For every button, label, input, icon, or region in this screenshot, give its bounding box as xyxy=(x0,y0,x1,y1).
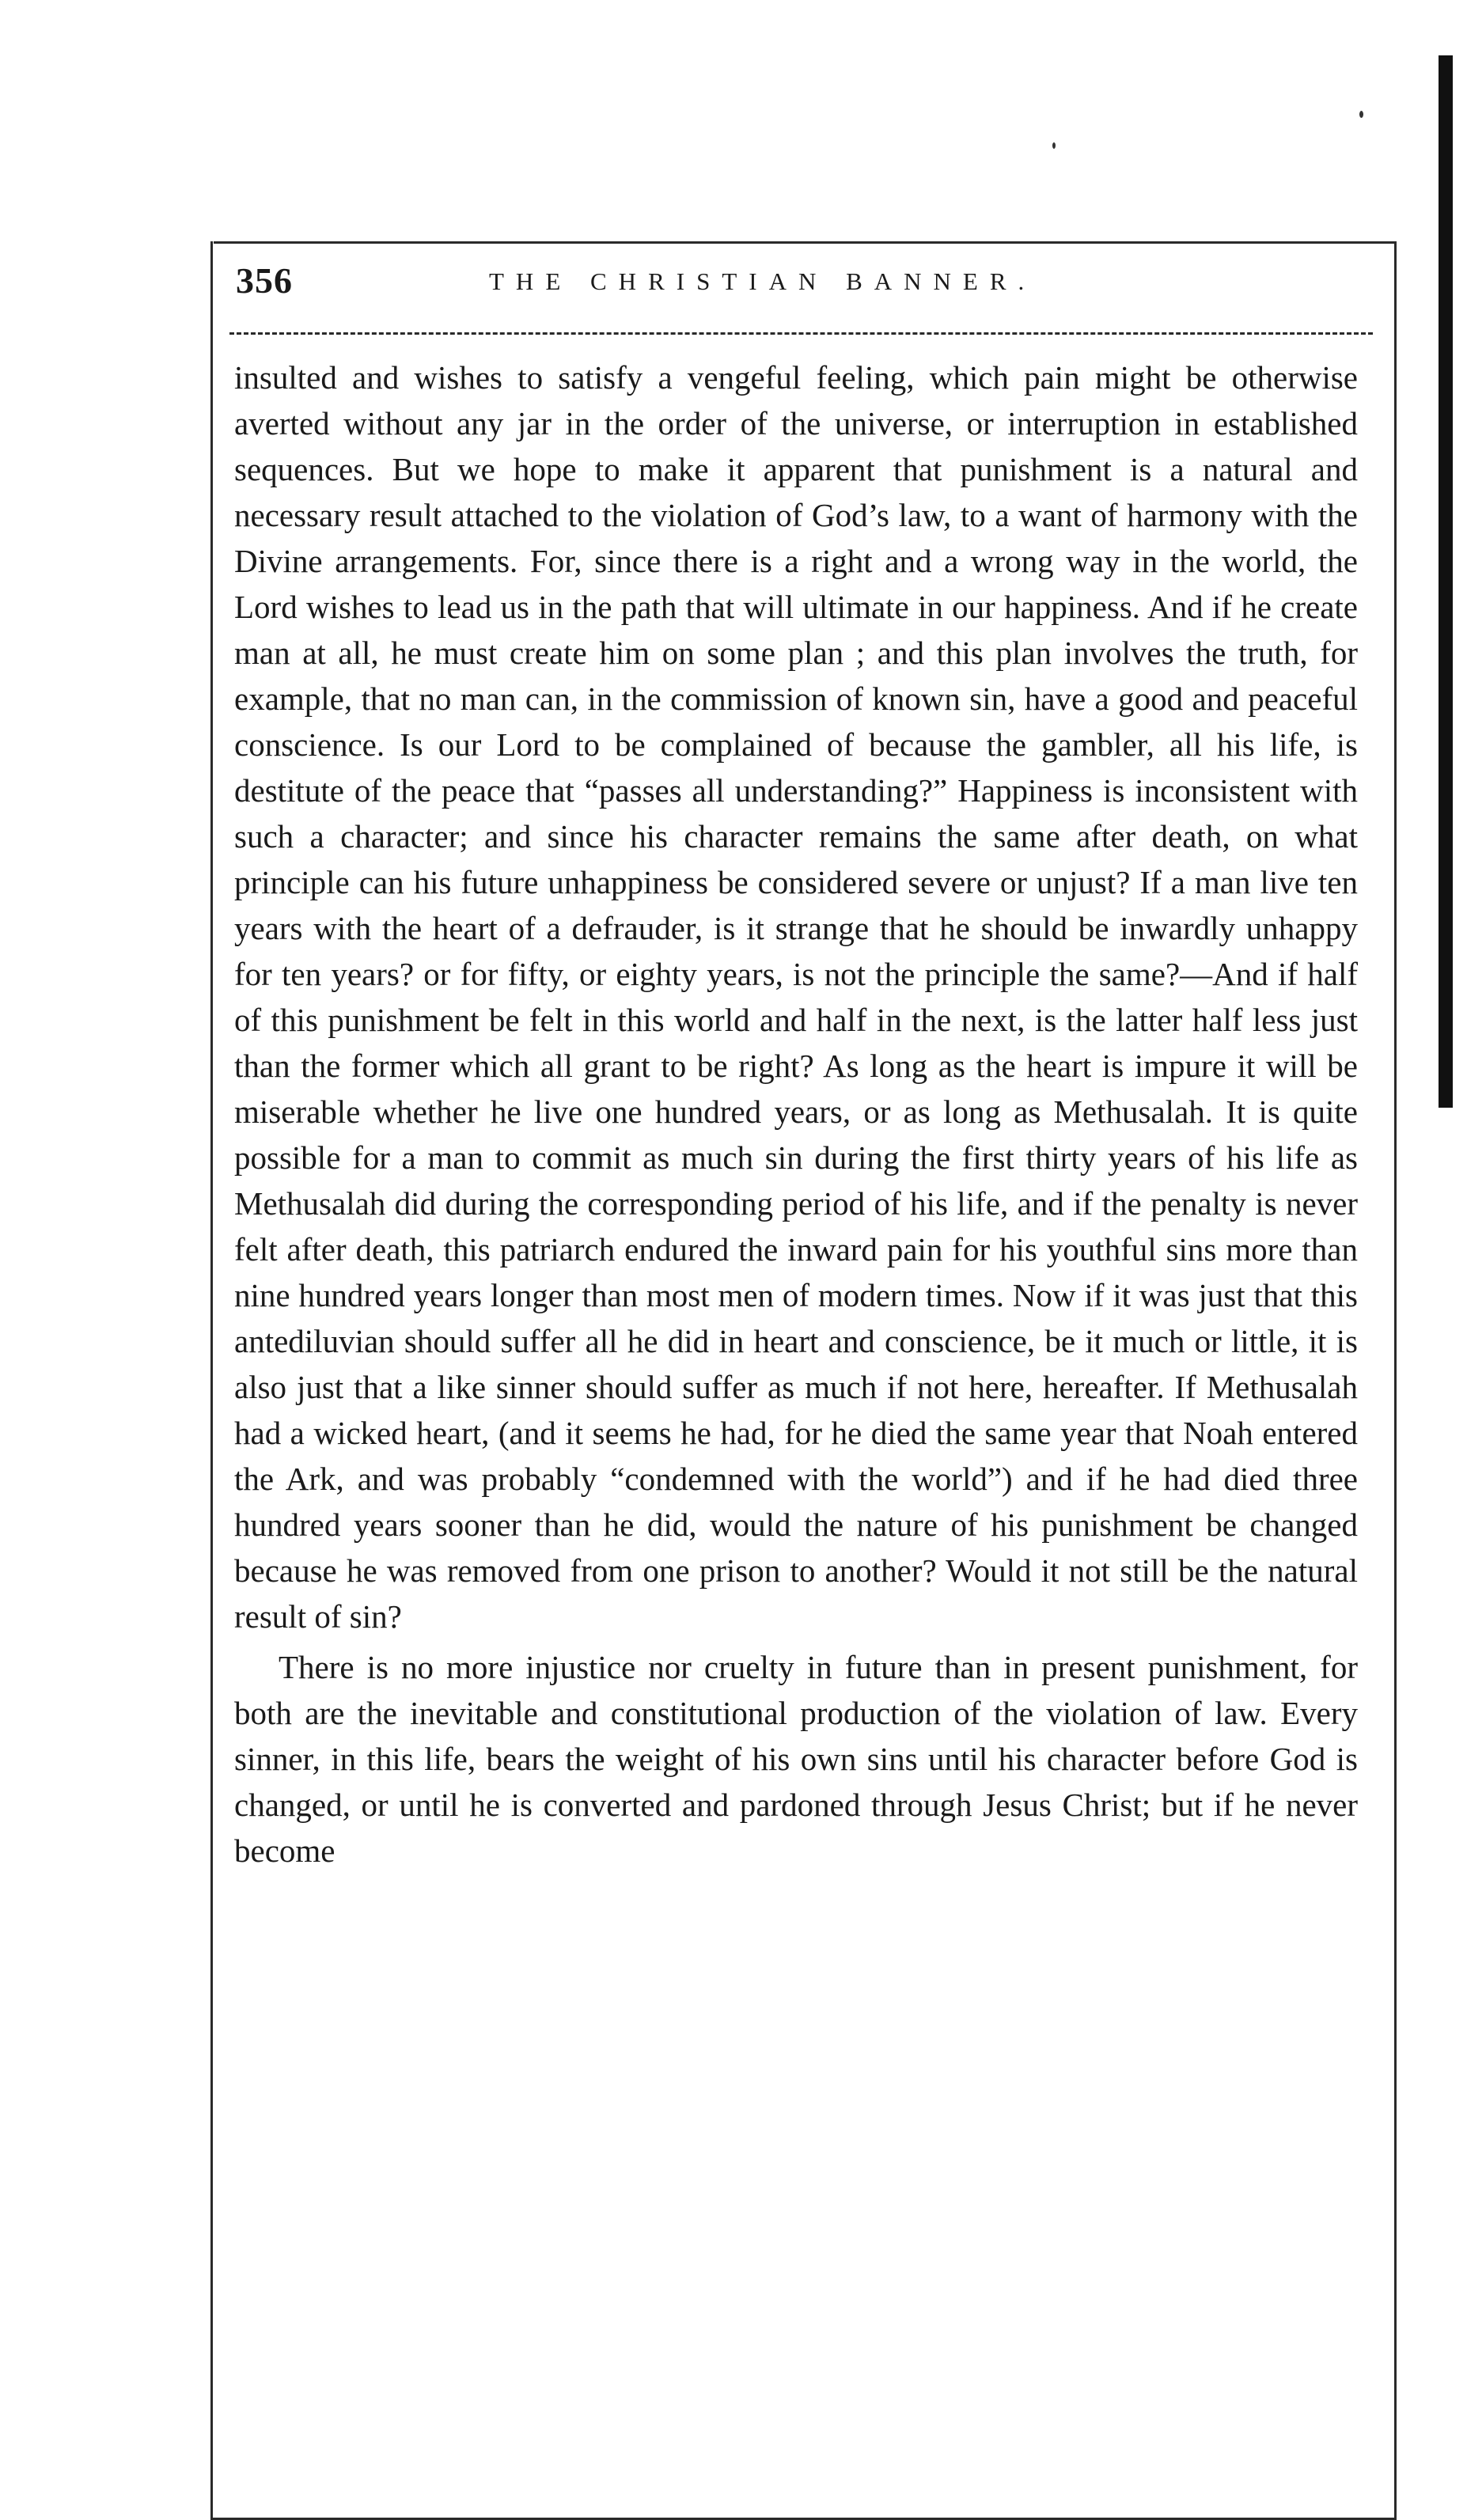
frame-right xyxy=(1394,241,1397,2520)
page-number: 356 xyxy=(236,260,293,301)
paragraph-2: There is no more injustice nor cruelty in future than in present punishment, for both are the inevitable and constitutional production of the violation of law. Every sinner, in this life, bears the weight of his own sins until his character before God is changed, or until he is converted and pardoned through Jesus Christ; but if he never become xyxy=(234,1649,1358,1869)
paragraph-1: insulted and wishes to satisfy a vengeful feeling, which pain might be otherwise averted without any jar in the order of the universe, or interruption in established sequences. But we hope to make it apparent that punishment is a natural and necessary result attached to the violation of God’s law, to a want of harmony with the Divine arrangements. For, since there is a right and a wrong way in the world, the Lord wishes to lead us in the path that will ultimate in our happiness. And if he create man at all, he must create him on some plan ; and this plan involves the truth, for example, that no man can, in the commission of known sin, have a good and peaceful conscience. Is our Lord to be complained of because the gambler, all his life, is destitute of the peace that “passes all understanding?” Happiness is inconsistent with such a character; and since his character remains the same after death, on what principle can his future unhappiness be considered severe or unjust? If a man live ten years with the heart of a defrauder, is it strange that he should be inwardly unhappy for ten years? or for fifty, or eighty years, is not the principle the same?—And if half of this punishment be felt in this world and half in the next, is the latter half less just than the former which all grant to be right? As long as the heart is impure it will be miserable whether he live one hundred years, or as long as Methusalah. It is quite possible for a man to commit as much sin during the first thirty years of his life as Methusalah did during the corresponding period of his life, and if the penalty is never felt after death, this patriarch endured the inward pain for his youthful sins more than nine hundred years longer than most men of modern times. Now if it was just that this antediluvian should suffer all he did in heart and conscience, be it much or little, it is also just that a like sinner should suffer as much if not here, hereafter. If Methusalah had a wicked heart, (and it seems he had, for he died the same year that Noah entered the Ark, and was probably “condemned with the world”) and if he had died three hundred years sooner than he did, would the nature of his punishment be changed because he was removed from one prison to another? Would it not still be the natural result of sin? xyxy=(234,359,1358,1635)
scan-speck xyxy=(1359,111,1363,118)
scan-speck xyxy=(1052,142,1056,149)
header-rule xyxy=(229,332,1373,335)
page-header xyxy=(212,260,1383,307)
frame-left xyxy=(210,241,213,2520)
running-title: THE CHRISTIAN BANNER. xyxy=(489,267,1037,295)
scan-edge-shadow xyxy=(1439,55,1453,1108)
frame-top xyxy=(214,241,1397,244)
body-text xyxy=(234,354,1358,1874)
